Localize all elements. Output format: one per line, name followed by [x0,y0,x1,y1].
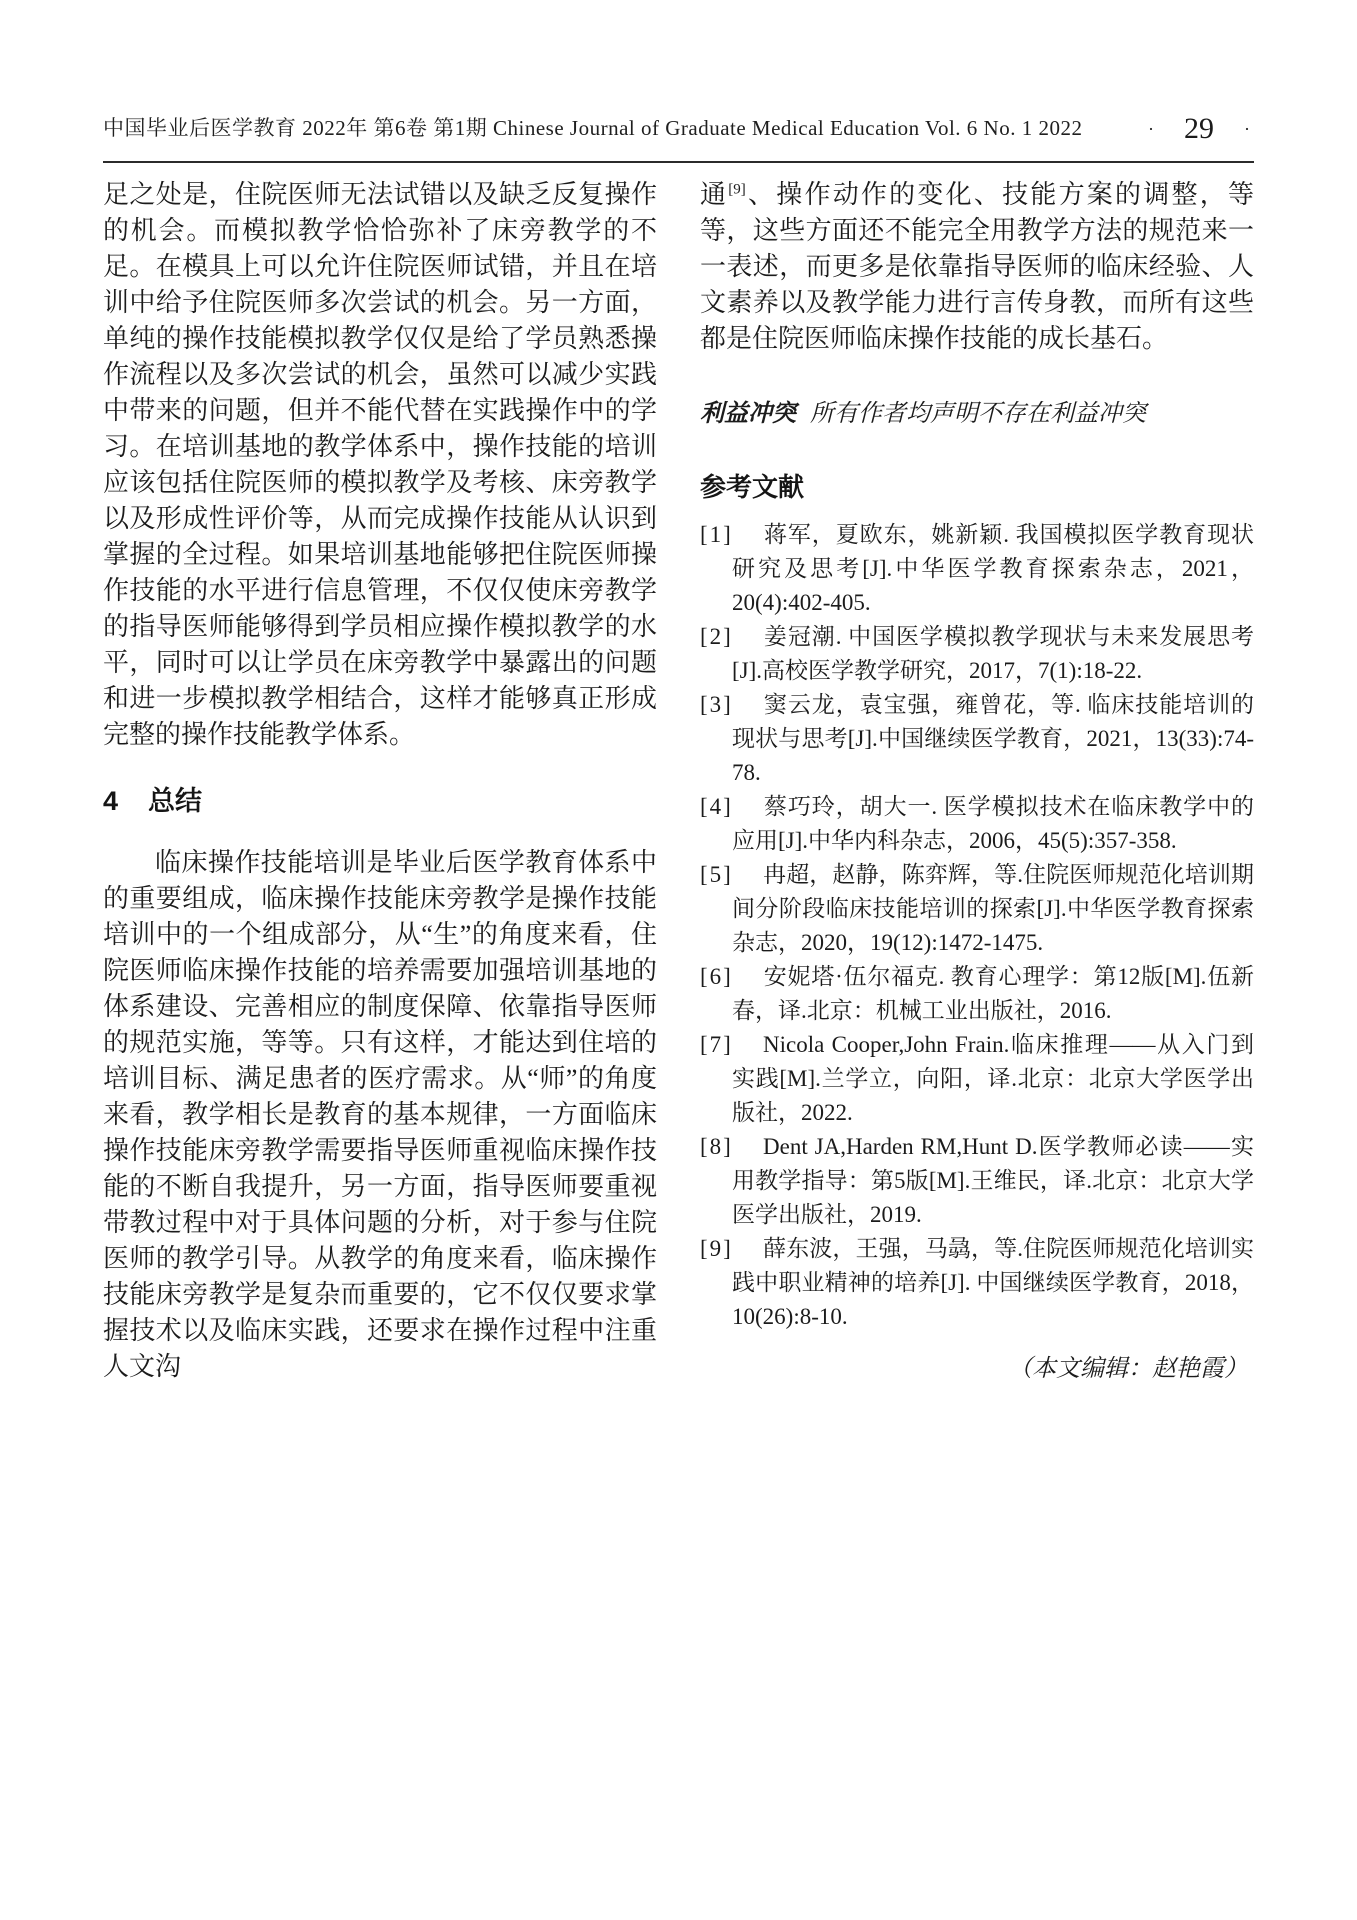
continued-paragraph: 足之处是，住院医师无法试错以及缺乏反复操作的机会。而模拟教学恰恰弥补了床旁教学的不足。在模具上可以允许住院医师试错，并且在培训中给予住院医师多次尝试的机会。另一方面，单纯的操作技能模拟教学仅仅是给了学员熟悉操作流程以及多次尝试的机会，虽然可以减少实践中带来的问题，但并不能代替在实践操作中的学习。在培训基地的教学体系中，操作技能的培训应该包括住院医师的模拟教学及考核、床旁教学以及形成性评价等，从而完成操作技能从认识到掌握的全过程。如果培训基地能够把住院医师操作技能的水平进行信息管理，不仅仅使床旁教学的指导医师能够得到学员相应操作模拟教学的水平，同时可以让学员在床旁教学中暴露出的问题和进一步模拟教学相结合，这样才能够真正形成完整的操作技能教学体系。 [103,180,657,749]
conflict-of-interest-statement [700,397,1254,431]
page-number: 29 [1184,112,1214,145]
reference-list [700,518,1254,1334]
reference-marker: [8] [700,1134,733,1159]
section-heading [103,779,657,818]
reference-marker: [2] [700,624,733,649]
reference-item [700,1232,1254,1334]
article-body [103,177,1254,1385]
reference-text: 蒋军，夏欧东，姚新颖. 我国模拟医学教育现状研究及思考[J].中华医学教育探索杂志，2021，20(4):402-405. [732,522,1254,615]
reference-item [700,1130,1254,1232]
editor-note: （本文编辑：赵艳霞） [1008,1356,1248,1382]
reference-text: 窦云龙，袁宝强，雍曾花，等. 临床技能培训的现状与思考[J].中国继续医学教育，2021，13(33):74-78. [732,692,1254,785]
reference-marker: [1] [700,522,733,547]
reference-marker: [4] [700,794,733,819]
reference-item [700,620,1254,688]
reference-marker: [7] [700,1032,733,1057]
header-rule [103,161,1254,163]
page-number-dot-left: · [1148,119,1154,139]
reference-marker: [9] [700,1236,733,1261]
reference-item [700,1028,1254,1130]
reference-marker: [5] [700,862,733,887]
section-number: 4 [103,786,119,816]
reference-text: 姜冠潮. 中国医学模拟教学现状与未来发展思考[J].高校医学教学研究，2017，7(1):18-22. [732,624,1254,683]
reference-item [700,518,1254,620]
page-header [103,112,1254,144]
reference-text: Nicola Cooper,John Frain.临床推理——从入门到实践[M].兰学立，向阳，译.北京：北京大学医学出版社，2022. [732,1032,1254,1125]
reference-item [700,960,1254,1028]
reference-marker: [6] [700,964,733,989]
section-title: 总结 [148,786,203,816]
reference-item [700,858,1254,960]
references-heading: 参考文献 [700,472,805,502]
reference-item [700,688,1254,790]
reference-item [700,790,1254,858]
reference-text: 蔡巧玲，胡大一. 医学模拟技术在临床教学中的应用[J].中华内科杂志，2006，45(5):357-358. [732,794,1254,853]
reference-text: Dent JA,Harden RM,Hunt D.医学教师必读——实用教学指导：第5版[M].王维民，译.北京：北京大学医学出版社，2019. [732,1134,1254,1227]
page-number-group [1148,114,1250,144]
summary-paragraph: 临床操作技能培训是毕业后医学教育体系中的重要组成，临床操作技能床旁教学是操作技能培训中的一个组成部分，从“生”的角度来看，住院医师临床操作技能的培养需要加强培训基地的体系建设、完善相应的制度保障、依靠指导医师的规范实施，等等。只有这样，才能达到住培的培训目标、满足患者的医疗需求。从“师”的角度来看，教学相长是教育的基本规律，一方面临床操作技能床旁教学需要指导医师重视临床操作技能的不断自我提升，另一方面，指导医师要重视带教过程中对于具体问题的分析，对于参与住院医师的教学引导。从教学的角度来看，临床操作技能床旁教学是复杂而重要的，它不仅仅要求掌握技术以及临床实践，还要求在操作过程中注重人文沟 [103,848,657,1381]
reference-text: 安妮塔·伍尔福克. 教育心理学：第12版[M].伍新春，译.北京：机械工业出版社，2016. [732,964,1254,1023]
right-column [700,177,1254,1385]
page-number-dot-right: · [1244,119,1250,139]
citation-superscript: [9] [728,181,746,198]
reference-text: 薛东波，王强，马骉，等.住院医师规范化培训实践中职业精神的培养[J]. 中国继续医学教育，2018，10(26):8-10. [732,1236,1254,1329]
paragraph-lead-char: 通 [700,180,729,209]
conflict-label: 利益冲突 [700,401,796,427]
reference-text: 冉超，赵静，陈弈辉，等.住院医师规范化培训期间分阶段临床技能培训的探索[J].中华医学教育探索杂志，2020，19(12):1472-1475. [732,862,1254,955]
left-column [103,177,657,1385]
paragraph-rest: 、操作动作的变化、技能方案的调整，等等，这些方面还不能完全用教学方法的规范来一一表述，而更多是依靠指导医师的临床经验、人文素养以及教学能力进行言传身教，而所有这些都是住院医师临床操作技能的成长基石。 [700,180,1254,353]
journal-header-text: 中国毕业后医学教育 2022年 第6卷 第1期 Chinese Journal of Graduate Medical Education Vol. 6 No. 1 2022 [103,116,1083,140]
paragraph-continuation-end [700,177,1254,357]
conflict-text: 所有作者均声明不存在利益冲突 [810,401,1146,427]
reference-marker: [3] [700,692,733,717]
